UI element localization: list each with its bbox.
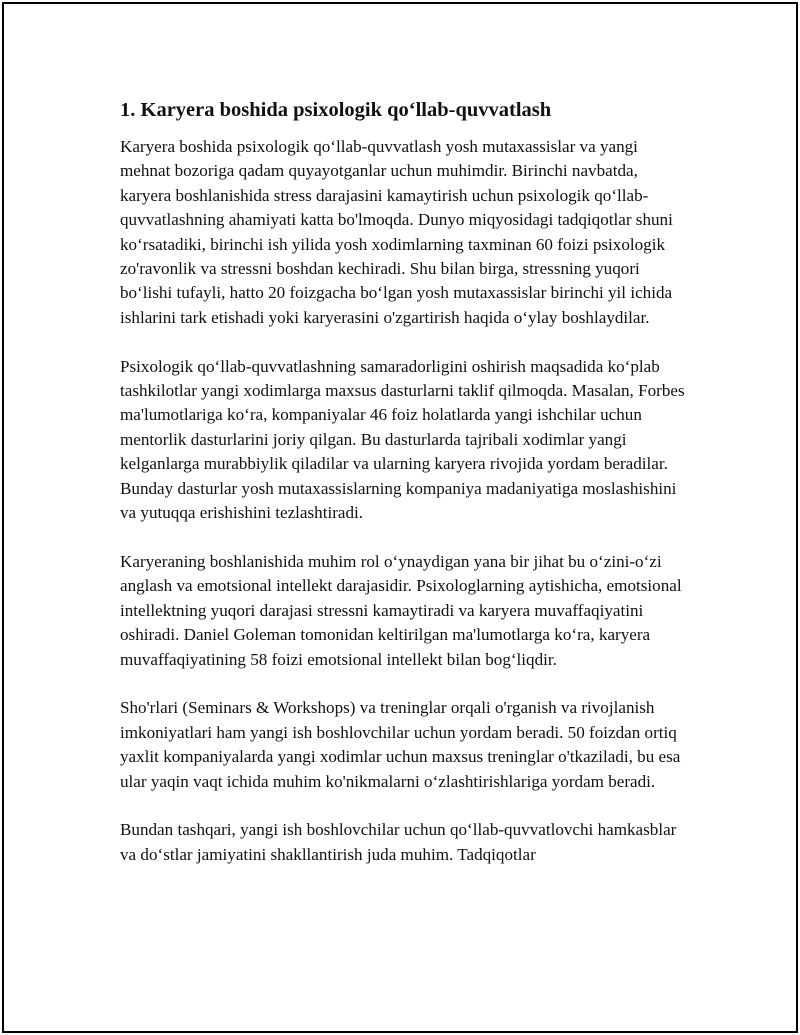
paragraph-3: Karyeraning boshlanishida muhim rol o‘ynaydigan yana bir jihat bu o‘zini-o‘zi anglash va emotsional intellekt darajasidir. Psixologlarning aytishicha, emotsional intellektning yuqori darajasi stressni kamaytiradi va karyera muvaffaqiyatini oshiradi. Daniel Goleman tomonidan keltirilgan ma'lumotlarga ko‘ra, karyera muvaffaqiyatining 58 foizi emotsional intellekt bilan bog‘liqdir. (120, 551, 682, 669)
paragraph-4: Sho'rlari (Seminars & Workshops) va treninglar orqali o'rganish va rivojlanish imkoniyatlari ham yangi ish boshlovchilar uchun yordam beradi. 50 foizdan ortiq yaxlit kompaniyalarda yangi xodimlar uchun maxsus treninglar o'tkaziladi, bu esa ular yaqin vaqt ichida muhim ko'nikmalarni o‘zlashtirishlariga yordam beradi. (120, 698, 681, 791)
paragraph-5: Bundan tashqari, yangi ish boshlovchilar uchun qo‘llab-quvvatlovchi hamkasblar va do‘stlar jamiyatini shakllantirish juda muhim. Tadqiqotlar (120, 820, 677, 864)
section-heading: 1. Karyera boshida psixologik qo‘llab-quvvatlash (120, 99, 552, 121)
document-body (120, 96, 688, 892)
paragraph-2: Psixologik qo‘llab-quvvatlashning samaradorligini oshirish maqsadida ko‘plab tashkilotlar yangi xodimlarga maxsus dasturlarni taklif qilmoqda. Masalan, Forbes ma'lumotlariga ko‘ra, kompaniyalar 46 foiz holatlarda yangi ishchilar uchun mentorlik dasturlarini joriy qilgan. Bu dasturlarda tajribali xodimlar yangi kelganlarga murabbiylik qiladilar va ularning karyera rivojida yordam beradilar. Bunday dasturlar yosh mutaxassislarning kompaniya madaniyatiga moslashishini va yutuqqa erishishini tezlashtiradi. (120, 356, 685, 523)
paragraph-1: Karyera boshida psixologik qo‘llab-quvvatlash yosh mutaxassislar va yangi mehnat bozoriga qadam quyayotganlar uchun muhimdir. Birinchi navbatda, karyera boshlanishida stress darajasini kamaytirish uchun psixologik qo‘llab-quvvatlashning ahamiyati katta bo'lmoqda. Dunyo miqyosidagi tadqiqotlar shuni ko‘rsatadiki, birinchi ish yilida yosh xodimlarning taxminan 60 foizi psixologik zo'ravonlik va stressni boshdan kechiradi. Shu bilan birga, stressning yuqori bo‘lishi tufayli, hatto 20 foizgacha bo‘lgan yosh mutaxassislar birinchi yil ichida ishlarini tark etishadi yoki karyerasini o'zgartirish haqida o‘ylay boshlaydilar. (120, 137, 673, 327)
page-frame (2, 2, 798, 1033)
